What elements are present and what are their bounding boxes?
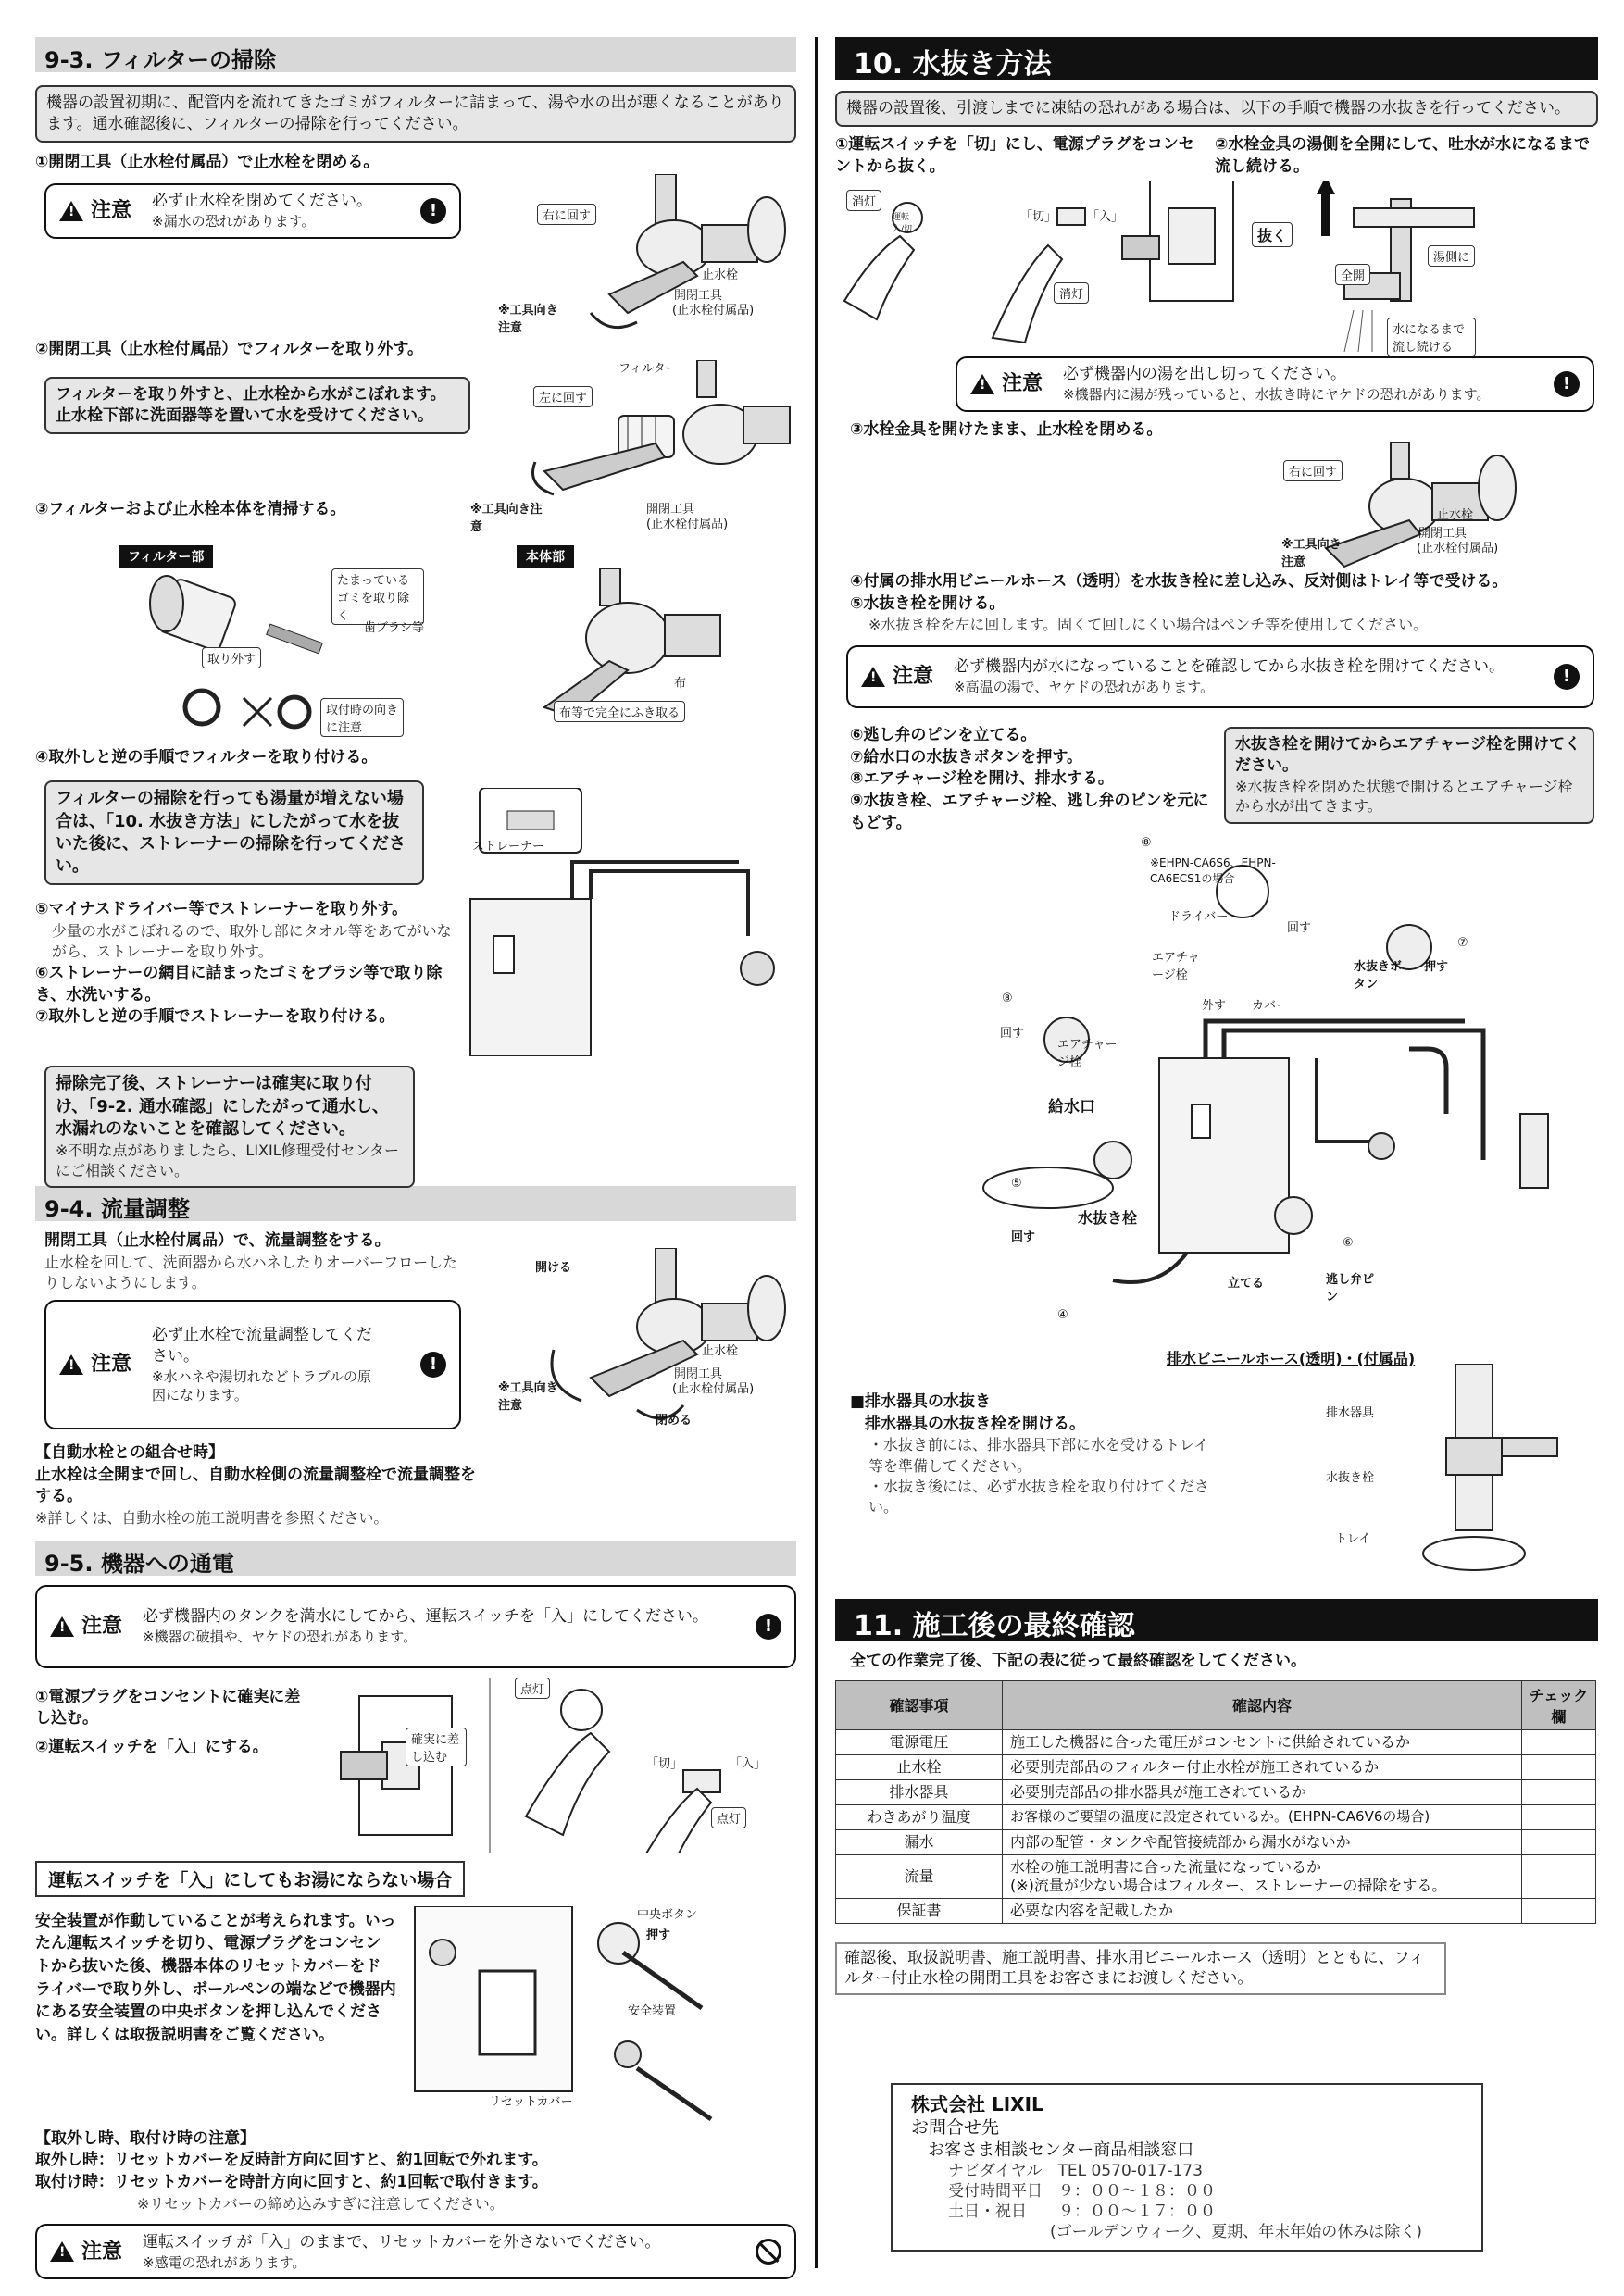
fixture-label: 排水器具 bbox=[1326, 1405, 1375, 1420]
filter-part-label: フィルター部 bbox=[119, 545, 213, 568]
check-box-cell[interactable] bbox=[1522, 1829, 1596, 1854]
warning-triangle-icon bbox=[970, 374, 994, 394]
dust-note: たまっているゴミを取り除く bbox=[331, 568, 424, 625]
rotate-right-tag-2: 右に回す bbox=[1283, 460, 1343, 481]
check-box-cell[interactable] bbox=[1522, 1804, 1596, 1829]
tool-sub-label-2: (止水栓付属品) bbox=[646, 518, 729, 532]
tool-sub-label: (止水栓付属品) bbox=[672, 1381, 755, 1396]
tool-direction-note: ※工具向き注意 bbox=[498, 1380, 558, 1413]
navi-dial: ナビダイヤル TEL 0570-017-173 bbox=[948, 2162, 1203, 2181]
filter-remove-figure bbox=[517, 360, 794, 499]
s94-auto-text: 止水栓は全開まで回し、自動水栓側の流量調整栓で流量調整をする。 bbox=[35, 1465, 476, 1506]
s95-remove-2: 取付け時：リセットカバーを時計方向に回すと、約1回転で取付きます。 bbox=[35, 2173, 548, 2192]
s10-box-sub: ※水抜き栓を閉めた状態で開けるとエアチャージ栓から水が出てきます。 bbox=[1235, 777, 1573, 816]
s94-auto-note: ※詳しくは、自動水栓の施工説明書を参照ください。 bbox=[35, 1509, 389, 1528]
inquiry-label: お問合せ先 bbox=[911, 2117, 1000, 2138]
s10-step6: ⑥逃し弁のピンを立てる。 bbox=[850, 725, 1037, 744]
s93-final-text: 掃除完了後、ストレーナーは確実に取り付け、「9-2. 通水確認」にしたがって通水し、水漏れのないことを確認してください。 bbox=[56, 1074, 389, 1139]
tool-sub-label-3: (止水栓付属品) bbox=[1417, 541, 1499, 555]
caution-label: 注意 bbox=[893, 664, 934, 688]
s93-box4: フィルターの掃除を行っても湯量が増えない場合は、「10. 水抜き方法」にしたがって水を抜いた後に、ストレーナーの掃除を行ってください。 bbox=[44, 780, 424, 885]
s93-clean-figures bbox=[35, 536, 796, 740]
tool-label-3: 開閉工具 bbox=[1418, 526, 1468, 541]
s10-step8: ⑧エアチャージ栓を開け、排水する。 bbox=[850, 769, 1114, 789]
s10-steps-1-2 bbox=[835, 134, 1598, 181]
s95-remove-1: 取外し時：リセットカバーを反時計方向に回すと、約1回転で外れます。 bbox=[35, 2151, 548, 2170]
s10-step5-note: ※水抜き栓を左に回します。固くて回しにくい場合はペンチ等を使用してください。 bbox=[868, 616, 1429, 634]
check-box-cell[interactable] bbox=[1522, 1779, 1596, 1804]
rotate-right-tag: 右に回す bbox=[537, 204, 596, 225]
table-header-row bbox=[836, 1680, 1596, 1729]
s10-fig1-area bbox=[835, 181, 1598, 356]
plug-insert-tag: 確実に差し込む bbox=[406, 1728, 467, 1766]
driver-label: ドライバー bbox=[1168, 909, 1229, 924]
s10-drain-title: ■排水器具の水抜き bbox=[850, 1391, 992, 1411]
strainer-label: ストレーナー bbox=[472, 840, 545, 855]
section-9-4-title: 9-4. 流量調整 bbox=[35, 1186, 796, 1221]
center-name: お客さま相談センター商品相談窓口 bbox=[928, 2140, 1194, 2160]
table-row bbox=[836, 1804, 1596, 1829]
s10-step2: ②水栓金具の湯側を全開にして、吐水が水になるまで流し続ける。 bbox=[1215, 134, 1591, 176]
caution-sub: ※感電の恐れがあります。 bbox=[143, 2253, 306, 2271]
air-charge-label: エアチャージ栓 bbox=[1152, 950, 1200, 982]
exclamation-icon: ! bbox=[756, 1614, 781, 1640]
s93-step2: ②開閉工具（止水栓付属品）でフィルターを取り外す。 bbox=[35, 339, 423, 358]
s10-intro: 機器の設置後、引渡しまでに凍結の恐れがある場合は、以下の手順で機器の水抜きを行ってください。 bbox=[835, 91, 1598, 127]
s93-step5-note: 少量の水がこぼれるので、取外し部にタオル等をあてがいながら、ストレーナーを取り外す。 bbox=[52, 922, 452, 961]
s94-note: 止水栓を回して、洗面器から水ハネしたりオーバーフローしたりしないようにします。 bbox=[44, 1254, 458, 1292]
stand-label: 立てる bbox=[1228, 1276, 1265, 1291]
exclamation-icon: ! bbox=[420, 1352, 446, 1378]
turn-label: 回す bbox=[1287, 920, 1312, 935]
table-row bbox=[836, 1754, 1596, 1779]
s10-caution1 bbox=[956, 356, 1594, 412]
s10-step5: ⑤水抜き栓を開ける。 bbox=[850, 593, 1006, 613]
check-item: わきあがり温度 bbox=[836, 1804, 1003, 1829]
s93-final-box bbox=[44, 1066, 415, 1188]
num-8-left: ⑧ bbox=[1002, 991, 1013, 1005]
off-label: 「切」 bbox=[1020, 209, 1057, 224]
drain-plug-label: 水抜き栓 bbox=[1078, 1208, 1138, 1227]
valve-label: 止水栓 bbox=[702, 268, 739, 282]
pull-tag: 抜く bbox=[1252, 222, 1293, 247]
check-item: 電源電圧 bbox=[836, 1729, 1003, 1754]
prohibited-icon bbox=[756, 2239, 781, 2265]
s10-step9: ⑨水抜き栓、エアチャージ栓、逃し弁のピンを元にもどす。 bbox=[850, 792, 1209, 832]
power-off-figure bbox=[835, 181, 1594, 356]
full-open-tag: 全開 bbox=[1335, 264, 1370, 285]
switch-label: 運転入/切 bbox=[893, 212, 913, 234]
off-label: 「切」 bbox=[646, 1756, 683, 1771]
hours-weekend: 土日・祝日 ９：００～１７：００ bbox=[948, 2202, 1216, 2222]
reset-cover-label: リセットカバー bbox=[489, 2094, 573, 2109]
s10-step4: ④付属の排水用ビニールホース（透明）を水抜き栓に差し込み、反対側はトレイ等で受ける。 bbox=[850, 571, 1508, 591]
s11-intro: 全ての作業完了後、下記の表に従って最終確認をしてください。 bbox=[850, 1651, 1306, 1670]
models-note: ※EHPN-CA6S6、EHPN-CA6ECS1の場合 bbox=[1150, 855, 1276, 885]
s10-box-text: 水抜き栓を開けてからエアチャージ栓を開けてください。 bbox=[1235, 734, 1581, 775]
valve-close-figure bbox=[535, 174, 794, 331]
reset-figure bbox=[406, 1906, 794, 2128]
valve-label: 止水栓 bbox=[702, 1343, 739, 1358]
check-content: お客様のご要望の温度に設定されているか。(EHPN-CA6V6の場合) bbox=[1003, 1804, 1522, 1829]
check-box-cell[interactable] bbox=[1522, 1898, 1596, 1923]
caution-sub: ※水ハネや湯切れなどトラブルの原因になります。 bbox=[152, 1367, 371, 1404]
caution-main: 必ず機器内が水になっていることを確認してから水抜き栓を開けてください。 bbox=[954, 657, 1505, 677]
section-10-title: 10. 水抜き方法 bbox=[835, 37, 1598, 80]
s93-caution1 bbox=[44, 183, 461, 239]
s95-power-area bbox=[35, 1668, 796, 1853]
table-row bbox=[836, 1898, 1596, 1923]
check-content: 内部の配管・タンクや配管接続部から漏水がないか bbox=[1003, 1829, 1522, 1854]
final-check-table bbox=[835, 1680, 1596, 1924]
tool-direction-note-2: ※工具向き注意 bbox=[470, 503, 543, 535]
s95-step1: ①電源プラグをコンセントに確実に差し込む。 bbox=[35, 1687, 301, 1728]
caution-label: 注意 bbox=[91, 198, 132, 222]
s10-fig3-area bbox=[835, 442, 1598, 571]
s95-remove-note: ※リセットカバーの締め込みすぎに注意してください。 bbox=[137, 2195, 505, 2214]
push-label: 押す bbox=[646, 1928, 671, 1942]
s10-caution2 bbox=[846, 645, 1594, 708]
close-label: 閉める bbox=[656, 1413, 693, 1428]
s10-box bbox=[1224, 727, 1594, 824]
body-part-label: 本体部 bbox=[517, 545, 574, 568]
air-charge-label-2: エアチャージ栓 bbox=[1057, 1037, 1118, 1069]
relief-pin-label: 逃し弁ピン bbox=[1326, 1272, 1375, 1304]
push-label-2: 押す bbox=[1424, 959, 1449, 974]
warning-triangle-icon bbox=[861, 667, 885, 687]
s93-step2-area bbox=[35, 360, 796, 499]
tool-direction-note-3: ※工具向き注意 bbox=[1281, 537, 1342, 569]
turn-label-3: 回す bbox=[1011, 1229, 1036, 1244]
turn-label-2: 回す bbox=[1000, 1026, 1025, 1041]
num-4: ④ bbox=[1057, 1307, 1068, 1322]
s95-step2: ②運転スイッチを「入」にする。 bbox=[35, 1737, 269, 1756]
table-header: 確認内容 bbox=[1003, 1680, 1522, 1729]
s93-step3-row bbox=[35, 499, 796, 536]
warning-triangle-icon bbox=[59, 201, 83, 221]
check-item: 排水器具 bbox=[836, 1779, 1003, 1804]
caution-main: 必ず機器内のタンクを満水にしてから、運転スイッチを「入」にしてください。 bbox=[143, 1607, 708, 1627]
check-item: 保証書 bbox=[836, 1898, 1003, 1923]
s10-steps-6-9 bbox=[850, 725, 1220, 835]
check-content: 必要な内容を記載したか bbox=[1003, 1898, 1522, 1923]
exclamation-icon: ! bbox=[1554, 371, 1580, 397]
hours-weekday: 受付時間平日 ９：００～１８：００ bbox=[948, 2182, 1216, 2202]
s93-step1: ①開閉工具（止水栓付属品）で止水栓を閉める。 bbox=[35, 152, 380, 171]
s10-drain-area bbox=[835, 725, 1598, 1391]
inlet-label: 給水口 bbox=[1048, 1097, 1095, 1117]
rotate-left-tag: 左に回す bbox=[533, 386, 593, 407]
caution-main: 必ず止水栓で流量調整してください。 bbox=[152, 1325, 373, 1366]
valve-label-2: 止水栓 bbox=[1437, 507, 1474, 522]
s93-step6: ⑥ストレーナーの網目に詰まったゴミをブラシ等で取り除き、水洗いする。 bbox=[35, 963, 443, 1004]
tool-direction-note: ※工具向き注意 bbox=[498, 303, 558, 335]
s10-fixture-text bbox=[850, 1391, 1239, 1518]
safety-device-label: 安全装置 bbox=[628, 2003, 677, 2018]
table-row bbox=[836, 1829, 1596, 1854]
num-6: ⑥ bbox=[1343, 1235, 1354, 1250]
tool-label: 開閉工具 bbox=[674, 1366, 723, 1381]
hours-exception: (ゴールデンウィーク、夏期、年末年始の休みは除く) bbox=[1050, 2223, 1422, 2242]
warning-triangle-icon bbox=[50, 1616, 74, 1637]
tool-label-2: 開閉工具 bbox=[646, 503, 695, 518]
s93-final-sub: ※不明な点がありましたら、LIXIL修理受付センターにご相談ください。 bbox=[56, 1142, 399, 1179]
s93-box2: フィルターを取り外すと、止水栓から水がこぼれます。止水栓下部に洗面器等を置いて水を受けてください。 bbox=[44, 377, 470, 434]
table-header: 確認事項 bbox=[836, 1680, 1003, 1729]
caution-main: 必ず止水栓を閉めてください。 bbox=[152, 192, 373, 211]
drain-plug-label-2: 水抜き栓 bbox=[1326, 1470, 1375, 1485]
check-content: 施工した機器に合った電圧がコンセントに供給されているか bbox=[1003, 1729, 1522, 1754]
s95-trouble-text: 安全装置が作動していることが考えられます。いったん運転スイッチを切り、電源プラグをコンセントから抜いた後、機器本体のリセットカバーをドライバーで取り外し、ボールペンの端などで機器内にある安全装置の中央ボタンを押し込んでください。詳しくは取扱説明書をご覧ください。 bbox=[35, 1911, 396, 2044]
check-box-cell[interactable] bbox=[1522, 1854, 1596, 1898]
caution-sub: ※機器の破損や、ヤケドの恐れがあります。 bbox=[143, 1628, 418, 1645]
s10-fixture-area bbox=[835, 1391, 1598, 1577]
section-9-3-title: 9-3. フィルターの掃除 bbox=[35, 37, 796, 72]
check-content: 必要別売部品のフィルター付止水栓が施工されているか bbox=[1003, 1754, 1522, 1779]
s95-trouble-area bbox=[35, 1897, 796, 2128]
check-box-cell[interactable] bbox=[1522, 1754, 1596, 1779]
s10-drain-step: 排水器具の水抜き栓を開ける。 bbox=[865, 1414, 1085, 1433]
until-water-tag: 水になるまで流し続ける bbox=[1387, 318, 1476, 356]
right-column bbox=[835, 37, 1598, 2242]
table-row bbox=[836, 1779, 1596, 1804]
caution-label: 注意 bbox=[81, 2240, 123, 2264]
s93-step5: ⑤マイナスドライバー等でストレーナーを取り外す。 bbox=[35, 900, 408, 919]
section-11-title: 11. 施工後の最終確認 bbox=[835, 1599, 1598, 1641]
caution-main: 運転スイッチが「入」のままで、リセットカバーを外さないでください。 bbox=[143, 2232, 661, 2252]
s93-step4: ④取外しと逆の手順でフィルターを取り付ける。 bbox=[35, 748, 378, 767]
open-label: 開ける bbox=[535, 1260, 572, 1275]
s95-trouble-title: 運転スイッチを「入」にしてもお湯にならない場合 bbox=[35, 1861, 465, 1897]
direction-note: 取付時の向きに注意 bbox=[320, 698, 404, 737]
check-box-cell[interactable] bbox=[1522, 1729, 1596, 1754]
off-lamp-tag: 消灯 bbox=[846, 190, 881, 211]
s11-handover: 確認後、取扱説明書、施工説明書、排水用ビニールホース（透明）とともに、フィルター付止水栓の開閉工具をお客さまにお渡しください。 bbox=[835, 1942, 1446, 1996]
flow-adjust-figure bbox=[535, 1248, 794, 1433]
off-lamp-tag-2: 消灯 bbox=[1054, 282, 1089, 304]
check-content: 必要別売部品の排水器具が施工されているか bbox=[1003, 1779, 1522, 1804]
contact-box bbox=[891, 2083, 1483, 2252]
strainer-figure bbox=[443, 788, 804, 1056]
caution-sub: ※機器内に湯が残っていると、水抜き時にヤケドの恐れがあります。 bbox=[1063, 386, 1491, 404]
lit-tag: 点灯 bbox=[515, 1678, 550, 1699]
exclamation-icon: ! bbox=[1554, 664, 1580, 690]
caution-label: 注意 bbox=[91, 1353, 132, 1376]
tool-label: 開閉工具 bbox=[674, 288, 723, 303]
s94-auto-title: 【自動水栓との組合せ時】 bbox=[35, 1442, 224, 1462]
remove-label: 外す bbox=[1202, 998, 1227, 1013]
s93-step3: ③フィルターおよび止水栓本体を清掃する。 bbox=[35, 500, 346, 519]
s93-step7: ⑦取外しと逆の手順でストレーナーを取り付ける。 bbox=[35, 1007, 395, 1027]
caution-label: 注意 bbox=[1002, 372, 1043, 396]
drain-button-label: 水抜きボタン bbox=[1354, 959, 1403, 992]
num-8-top: ⑧ bbox=[1141, 835, 1152, 850]
s10-step7: ⑦給水口の水抜きボタンを押す。 bbox=[850, 747, 1083, 767]
tool-sub-label: (止水栓付属品) bbox=[672, 303, 755, 318]
on-label: 「入」 bbox=[1087, 209, 1124, 224]
s93-step1-area bbox=[35, 174, 796, 335]
section-9-5-title: 9-5. 機器への通電 bbox=[35, 1541, 796, 1576]
body-clean-figure bbox=[535, 568, 739, 717]
hose-label: 排水ビニールホース(透明)・(付属品) bbox=[1167, 1349, 1416, 1367]
table-row bbox=[836, 1854, 1596, 1898]
caution-main: 必ず機器内の湯を出し切ってください。 bbox=[1063, 365, 1347, 384]
tray-label: トレイ bbox=[1335, 1531, 1371, 1546]
check-item: 流量 bbox=[836, 1854, 1003, 1898]
caution-label: 注意 bbox=[81, 1614, 123, 1638]
s93-intro: 機器の設置初期に、配管内を流れてきたゴミがフィルターに詰まって、湯や水の出が悪くなることがあります。通水確認後に、フィルターの掃除を行ってください。 bbox=[35, 85, 796, 143]
table-header: チェック欄 bbox=[1522, 1680, 1596, 1729]
center-button-label: 中央ボタン bbox=[637, 1907, 698, 1922]
caution-sub: ※高温の湯で、ヤケドの恐れがあります。 bbox=[954, 679, 1215, 696]
company-name: 株式会社 LIXIL bbox=[911, 2093, 1043, 2115]
left-column bbox=[35, 37, 796, 2279]
filter-label: フィルター bbox=[618, 362, 678, 377]
s94-step: 開閉工具（止水栓付属品）で、流量調整をする。 bbox=[44, 1231, 391, 1251]
cover-label: カバー bbox=[1252, 998, 1289, 1013]
lit-tag-2: 点灯 bbox=[711, 1807, 746, 1828]
hot-side-tag: 湯側に bbox=[1428, 245, 1475, 267]
s95-caution bbox=[35, 1585, 796, 1668]
check-content: 水栓の施工説明書に合った流量になっているか (※)流量が少ない場合はフィルター、ストレーナーの掃除をする。 bbox=[1003, 1854, 1522, 1898]
s10-step3: ③水栓金具を開けたまま、止水栓を閉める。 bbox=[850, 419, 1163, 439]
s95-caution2 bbox=[35, 2224, 796, 2279]
num-5: ⑤ bbox=[1011, 1176, 1022, 1191]
warning-triangle-icon bbox=[59, 1354, 83, 1375]
s94-caution bbox=[44, 1300, 461, 1429]
brush-label: 歯ブラシ等 bbox=[364, 621, 425, 636]
num-7: ⑦ bbox=[1457, 935, 1468, 950]
s95-remove-title: 【取外し時、取付け時の注意】 bbox=[35, 2128, 256, 2148]
caution-sub: ※漏水の恐れがあります。 bbox=[152, 213, 316, 231]
s10-drain-note2: ・水抜き後には、必ず水抜き栓を取り付けてください。 bbox=[868, 1478, 1210, 1516]
column-divider bbox=[815, 37, 818, 2268]
check-item: 止水栓 bbox=[836, 1754, 1003, 1779]
s10-drain-note1: ・水抜き前には、排水器具下部に水を受けるトレイ等を準備してください。 bbox=[868, 1436, 1209, 1475]
remove-tag: 取り外す bbox=[202, 647, 261, 668]
exclamation-icon: ! bbox=[420, 198, 446, 224]
cloth-label: 布 bbox=[674, 677, 687, 692]
check-item: 漏水 bbox=[836, 1829, 1003, 1854]
s10-step1: ①運転スイッチを「切」にし、電源プラグをコンセントから抜く。 bbox=[835, 134, 1194, 176]
table-row bbox=[836, 1729, 1596, 1754]
on-label: 「入」 bbox=[730, 1756, 767, 1771]
warning-triangle-icon bbox=[50, 2241, 74, 2262]
wipe-note: 布等で完全にふき取る bbox=[554, 701, 685, 722]
